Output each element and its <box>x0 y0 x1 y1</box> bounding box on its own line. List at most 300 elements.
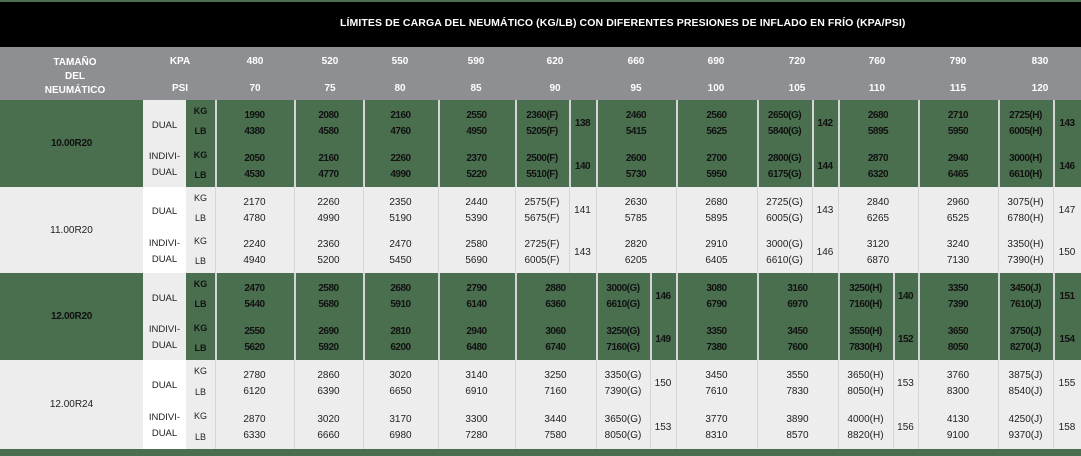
kg-unit-label: KG <box>193 279 208 289</box>
kg-value: 2170 <box>243 196 266 208</box>
kg-value: 2360 <box>317 239 340 251</box>
kg-value: 2880 <box>545 283 566 294</box>
lb-value: 6320 <box>867 169 889 180</box>
individual-load-cell <box>838 237 918 269</box>
kg-value: 3875(J) <box>1008 370 1043 382</box>
kpa-value: 590 <box>467 56 485 67</box>
dual-load-index: 143 <box>1059 118 1075 129</box>
individual-load-cell <box>515 151 569 183</box>
individual-load-index: 144 <box>817 161 833 172</box>
lb-value: 8310 <box>705 430 728 442</box>
dual-load-cell <box>215 281 294 313</box>
kg-value: 3060 <box>545 326 566 337</box>
lb-value: 9100 <box>946 430 970 442</box>
kg-value: 2080 <box>318 110 339 121</box>
lb-value: 7160(H) <box>849 299 882 310</box>
lb-value: 5415 <box>625 126 647 137</box>
table-header <box>0 47 1081 100</box>
dual-load-cell <box>998 368 1053 400</box>
column-divider <box>650 360 651 449</box>
kg-value: 3250(G) <box>606 326 640 337</box>
dual-load-cell <box>998 281 1053 313</box>
lb-value: 6005(F) <box>524 255 560 267</box>
dual-load-index: 155 <box>1058 378 1076 390</box>
lb-value: 7830(H) <box>849 342 882 353</box>
lb-value: 7390(G) <box>604 386 642 398</box>
lb-value: 6465 <box>947 169 969 180</box>
tire-size: 10.00R20 <box>51 138 92 149</box>
dual-load-cell <box>215 368 294 400</box>
kg-value: 2960 <box>946 196 970 208</box>
dual-load-cell <box>438 195 515 227</box>
lb-value: 8050(H) <box>847 386 884 398</box>
kg-value: 3350 <box>706 326 727 337</box>
lb-value: 5620 <box>244 342 265 353</box>
kg-value: 3020 <box>317 414 340 426</box>
kg-value: 3170 <box>389 414 412 426</box>
dual-load-index: 146 <box>655 291 671 302</box>
kg-value: 2870 <box>243 414 266 426</box>
kg-value: 2860 <box>317 370 340 382</box>
lb-value: 4990 <box>317 212 340 224</box>
lb-value: 4760 <box>390 126 411 137</box>
kg-value: 2360(F) <box>526 110 558 121</box>
lb-value: 6910 <box>465 386 488 398</box>
individual-load-cell <box>998 151 1053 183</box>
column-divider <box>893 360 894 449</box>
lb-value: 6005(G) <box>766 212 803 224</box>
kg-value: 3650(G) <box>604 414 642 426</box>
kg-value: 3140 <box>465 370 488 382</box>
lb-value: 4780 <box>243 212 266 224</box>
kg-value: 2690 <box>318 326 339 337</box>
individual-load-cell <box>215 237 294 269</box>
individual-load-cell <box>438 151 515 183</box>
individual-load-cell <box>515 324 596 356</box>
lb-value: 8270(J) <box>1010 342 1041 353</box>
tire-size: 12.00R20 <box>51 311 92 322</box>
kg-value: 2580 <box>318 283 339 294</box>
lb-value: 7390 <box>947 299 969 310</box>
lb-value: 6175(G) <box>767 169 802 180</box>
kg-value: 3350(G) <box>604 370 642 382</box>
individual-load-cell <box>363 237 438 269</box>
dual-load-index: 150 <box>654 378 672 390</box>
individual-load-cell <box>838 151 918 183</box>
kg-unit-label: KG <box>193 150 208 160</box>
lb-unit-label: LB <box>194 431 206 442</box>
kg-unit-label: KG <box>193 192 207 203</box>
column-divider <box>569 187 570 273</box>
individual-label-1: INDIVI- <box>148 324 181 336</box>
dual-load-cell <box>515 108 569 140</box>
individual-load-cell <box>438 324 515 356</box>
kg-value: 3450(J) <box>1010 283 1041 294</box>
lb-unit-label: LB <box>194 256 206 267</box>
individual-load-cell <box>215 324 294 356</box>
dual-load-index: 143 <box>816 204 834 216</box>
dual-load-index: 138 <box>574 118 591 129</box>
lb-value: 5390 <box>465 212 488 224</box>
kg-value: 2940 <box>947 153 969 164</box>
individual-load-cell <box>838 324 893 356</box>
mounting-type-cell <box>143 273 186 360</box>
individual-load-cell <box>438 237 515 269</box>
dual-load-cell <box>676 108 757 140</box>
individual-label-2: DUAL <box>151 340 178 352</box>
individual-load-cell <box>918 237 998 269</box>
lb-value: 4770 <box>318 169 339 180</box>
individual-load-index: 152 <box>897 334 914 345</box>
dual-load-cell <box>676 195 757 227</box>
dual-load-cell <box>838 368 893 400</box>
dual-load-cell <box>918 368 998 400</box>
unit-cell <box>186 273 215 360</box>
lb-value: 7160 <box>544 386 567 398</box>
table-row <box>0 360 1081 449</box>
mounting-type-cell <box>143 187 186 273</box>
dual-label: DUAL <box>151 119 178 131</box>
kg-value: 3650(H) <box>847 370 884 382</box>
lb-value: 6005(H) <box>1009 126 1042 137</box>
lb-value: 4580 <box>318 126 339 137</box>
lb-value: 6740 <box>545 342 566 353</box>
table-row <box>0 273 1081 360</box>
kpa-value: 830 <box>1031 56 1049 67</box>
lb-value: 7600 <box>787 342 808 353</box>
kg-value: 3250 <box>544 370 567 382</box>
column-divider <box>893 273 895 360</box>
lb-value: 7830 <box>786 386 809 398</box>
individual-load-index: 143 <box>574 247 591 259</box>
lb-value: 6330 <box>243 430 266 442</box>
kg-value: 3890 <box>786 414 809 426</box>
kg-value: 2370 <box>466 153 487 164</box>
lb-value: 5690 <box>465 255 488 267</box>
kg-value: 3550 <box>786 370 809 382</box>
kpa-value: 520 <box>321 56 339 67</box>
dual-load-cell <box>294 108 363 140</box>
lb-value: 9370(J) <box>1008 430 1043 442</box>
dual-load-cell <box>438 368 515 400</box>
individual-load-cell <box>215 412 294 444</box>
kg-value: 2350 <box>389 196 412 208</box>
kg-value: 2550 <box>244 326 265 337</box>
bottom-bar <box>0 449 1081 456</box>
kg-value: 2680 <box>867 110 889 121</box>
lb-value: 4940 <box>243 255 266 267</box>
individual-label-2: DUAL <box>151 428 178 440</box>
dual-load-index: 142 <box>817 118 833 129</box>
column-divider <box>812 187 813 273</box>
individual-load-cell <box>676 324 757 356</box>
dual-load-cell <box>515 368 596 400</box>
lb-value: 5205(F) <box>526 126 558 137</box>
dual-load-cell <box>363 195 438 227</box>
dual-load-cell <box>294 281 363 313</box>
lb-value: 5450 <box>389 255 412 267</box>
lb-value: 7610(J) <box>1010 299 1041 310</box>
lb-value: 6120 <box>243 386 266 398</box>
lb-value: 7390(H) <box>1007 255 1044 267</box>
psi-value: 95 <box>630 83 642 94</box>
lb-unit-label: LB <box>194 343 207 353</box>
table-title-bar <box>0 2 1081 47</box>
size-header-line: NEUMÁTICO <box>44 85 106 96</box>
dual-load-cell <box>838 281 893 313</box>
column-divider <box>1053 187 1054 273</box>
column-divider <box>1053 273 1055 360</box>
lb-value: 5895 <box>867 126 889 137</box>
lb-value: 6140 <box>466 299 487 310</box>
individual-label-1: INDIVI- <box>148 151 181 163</box>
kg-value: 2680 <box>705 196 728 208</box>
kg-value: 3550(H) <box>849 326 882 337</box>
mounting-type-cell <box>143 360 186 449</box>
individual-load-cell <box>363 412 438 444</box>
lb-value: 6405 <box>705 255 728 267</box>
individual-load-cell <box>596 324 650 356</box>
kg-value: 2810 <box>390 326 411 337</box>
kg-value: 2575(F) <box>524 196 560 208</box>
dual-load-cell <box>838 195 918 227</box>
lb-value: 7160(G) <box>606 342 640 353</box>
lb-value: 5440 <box>244 299 265 310</box>
unit-cell <box>186 360 215 449</box>
kg-unit-label: KG <box>193 411 207 422</box>
kg-unit-label: KG <box>193 323 208 333</box>
kg-value: 2780 <box>243 370 266 382</box>
kg-value: 2910 <box>705 239 728 251</box>
dual-load-cell <box>757 108 812 140</box>
dual-load-index: 140 <box>897 291 914 302</box>
psi-value: 110 <box>868 83 886 94</box>
mounting-type-cell <box>143 100 186 187</box>
lb-value: 6870 <box>866 255 890 267</box>
individual-load-index: 149 <box>655 334 671 345</box>
column-divider <box>650 273 652 360</box>
psi-value: 105 <box>788 83 806 94</box>
lb-value: 7610 <box>705 386 728 398</box>
lb-value: 6970 <box>787 299 808 310</box>
lb-value: 5950 <box>947 126 969 137</box>
kg-value: 2550 <box>466 110 487 121</box>
dual-load-index: 153 <box>897 378 914 390</box>
lb-unit-label: LB <box>194 126 207 136</box>
dual-load-cell <box>363 281 438 313</box>
individual-load-cell <box>918 412 998 444</box>
lb-value: 6480 <box>466 342 487 353</box>
size-header-line: TAMAÑO <box>53 57 97 68</box>
lb-value: 5920 <box>318 342 339 353</box>
lb-value: 5675(F) <box>524 212 560 224</box>
kg-value: 3075(H) <box>1007 196 1044 208</box>
lb-value: 6790 <box>706 299 727 310</box>
kg-value: 3440 <box>544 414 567 426</box>
kg-value: 3000(G) <box>606 283 640 294</box>
lb-value: 6610(H) <box>1009 169 1042 180</box>
dual-load-cell <box>515 195 569 227</box>
kg-value: 3450 <box>787 326 808 337</box>
psi-value: 80 <box>394 83 406 94</box>
lb-value: 6390 <box>317 386 340 398</box>
dual-load-cell <box>757 281 838 313</box>
individual-load-index: 140 <box>574 161 591 172</box>
kpa-value: 760 <box>868 56 886 67</box>
dual-load-cell <box>596 108 676 140</box>
lb-unit-label: LB <box>194 170 207 180</box>
psi-value: 70 <box>249 83 261 94</box>
kg-value: 4130 <box>946 414 970 426</box>
lb-unit-label: LB <box>194 386 206 397</box>
individual-load-cell <box>215 151 294 183</box>
table-row <box>0 100 1081 187</box>
lb-unit-label: LB <box>194 299 207 309</box>
kg-value: 2160 <box>390 110 411 121</box>
dual-load-cell <box>918 281 998 313</box>
individual-load-cell <box>757 324 838 356</box>
lb-value: 6525 <box>946 212 970 224</box>
kg-unit-label: KG <box>193 236 207 247</box>
lb-value: 5785 <box>624 212 648 224</box>
lb-value: 5730 <box>625 169 647 180</box>
kg-value: 3770 <box>705 414 728 426</box>
lb-value: 5910 <box>390 299 411 310</box>
individual-load-index: 146 <box>816 247 834 259</box>
kpa-value: 720 <box>788 56 806 67</box>
individual-load-index: 158 <box>1058 422 1076 434</box>
dual-load-cell <box>596 195 676 227</box>
kg-value: 3000(G) <box>766 239 803 251</box>
lb-value: 8050(G) <box>604 430 642 442</box>
lb-value: 5200 <box>317 255 340 267</box>
dual-load-index: 151 <box>1059 291 1075 302</box>
kg-value: 4000(H) <box>847 414 884 426</box>
individual-load-cell <box>998 237 1053 269</box>
kg-value: 4250(J) <box>1008 414 1043 426</box>
individual-load-cell <box>757 151 812 183</box>
kg-value: 2725(F) <box>524 239 560 251</box>
lb-value: 5840(G) <box>767 126 802 137</box>
kg-value: 1990 <box>244 110 265 121</box>
dual-load-index: 141 <box>574 204 591 216</box>
column-divider <box>1053 100 1055 187</box>
dual-load-cell <box>676 368 757 400</box>
kg-value: 2710 <box>947 110 969 121</box>
kg-value: 2820 <box>624 239 648 251</box>
kg-value: 3160 <box>787 283 808 294</box>
lb-value: 5625 <box>706 126 727 137</box>
lb-value: 7130 <box>946 255 970 267</box>
individual-load-cell <box>757 237 812 269</box>
psi-value: 120 <box>1031 83 1049 94</box>
individual-load-cell <box>676 151 757 183</box>
kg-value: 2870 <box>867 153 889 164</box>
individual-load-cell <box>363 151 438 183</box>
psi-label: PSI <box>171 83 189 94</box>
table-title: LÍMITES DE CARGA DEL NEUMÁTICO (KG/LB) CON DIFERENTES PRESIONES DE INFLADO EN FRÍO (KPA/PSI) <box>340 17 906 29</box>
table-row <box>0 187 1081 273</box>
individual-load-index: 150 <box>1058 247 1076 259</box>
lb-value: 8820(H) <box>847 430 884 442</box>
column-divider <box>569 100 571 187</box>
kg-value: 2725(H) <box>1009 110 1042 121</box>
kg-value: 2840 <box>866 196 890 208</box>
individual-load-cell <box>294 237 363 269</box>
unit-cell <box>186 187 215 273</box>
dual-load-cell <box>918 195 998 227</box>
kg-value: 2050 <box>244 153 265 164</box>
kg-value: 2650(G) <box>767 110 802 121</box>
kg-value: 2580 <box>465 239 488 251</box>
individual-load-cell <box>363 324 438 356</box>
kpa-value: 550 <box>391 56 409 67</box>
dual-load-cell <box>838 108 918 140</box>
kg-value: 2470 <box>244 283 265 294</box>
individual-load-cell <box>998 412 1053 444</box>
dual-load-cell <box>363 108 438 140</box>
tire-size: 12.00R24 <box>49 399 94 410</box>
dual-load-cell <box>596 368 650 400</box>
lb-value: 6205 <box>624 255 648 267</box>
lb-value: 4530 <box>244 169 265 180</box>
lb-value: 5895 <box>705 212 728 224</box>
dual-load-cell <box>757 368 838 400</box>
kg-value: 3080 <box>706 283 727 294</box>
kpa-value: 480 <box>246 56 264 67</box>
dual-load-cell <box>438 108 515 140</box>
individual-load-cell <box>676 412 757 444</box>
dual-load-cell <box>215 108 294 140</box>
dual-load-index: 147 <box>1058 204 1076 216</box>
lb-value: 4990 <box>390 169 411 180</box>
dual-load-cell <box>363 368 438 400</box>
lb-value: 5190 <box>389 212 412 224</box>
individual-load-cell <box>596 151 676 183</box>
individual-label-1: INDIVI- <box>148 412 181 424</box>
dual-load-cell <box>918 108 998 140</box>
dual-load-cell <box>596 281 650 313</box>
psi-value: 90 <box>549 83 561 94</box>
lb-value: 5950 <box>706 169 727 180</box>
lb-value: 6660 <box>317 430 340 442</box>
kg-value: 2940 <box>466 326 487 337</box>
individual-load-cell <box>676 237 757 269</box>
individual-load-cell <box>294 151 363 183</box>
kg-value: 3300 <box>465 414 488 426</box>
kg-value: 2725(G) <box>766 196 803 208</box>
tire-size: 11.00R20 <box>50 224 93 236</box>
kg-value: 3750(J) <box>1010 326 1041 337</box>
lb-value: 7580 <box>544 430 567 442</box>
individual-load-cell <box>294 412 363 444</box>
lb-value: 6610(G) <box>606 299 640 310</box>
kg-value: 2800(G) <box>767 153 802 164</box>
dual-label: DUAL <box>151 292 178 304</box>
lb-value: 8050 <box>947 342 969 353</box>
dual-load-cell <box>676 281 757 313</box>
kpa-label: KPA <box>169 56 191 67</box>
kg-unit-label: KG <box>193 366 207 377</box>
individual-load-cell <box>515 237 569 269</box>
lb-unit-label: LB <box>194 212 206 223</box>
lb-value: 6360 <box>545 299 566 310</box>
kg-value: 2160 <box>318 153 339 164</box>
lb-value: 6610(G) <box>766 255 803 267</box>
psi-value: 75 <box>324 83 336 94</box>
lb-value: 7280 <box>465 430 488 442</box>
kg-value: 2560 <box>706 110 727 121</box>
